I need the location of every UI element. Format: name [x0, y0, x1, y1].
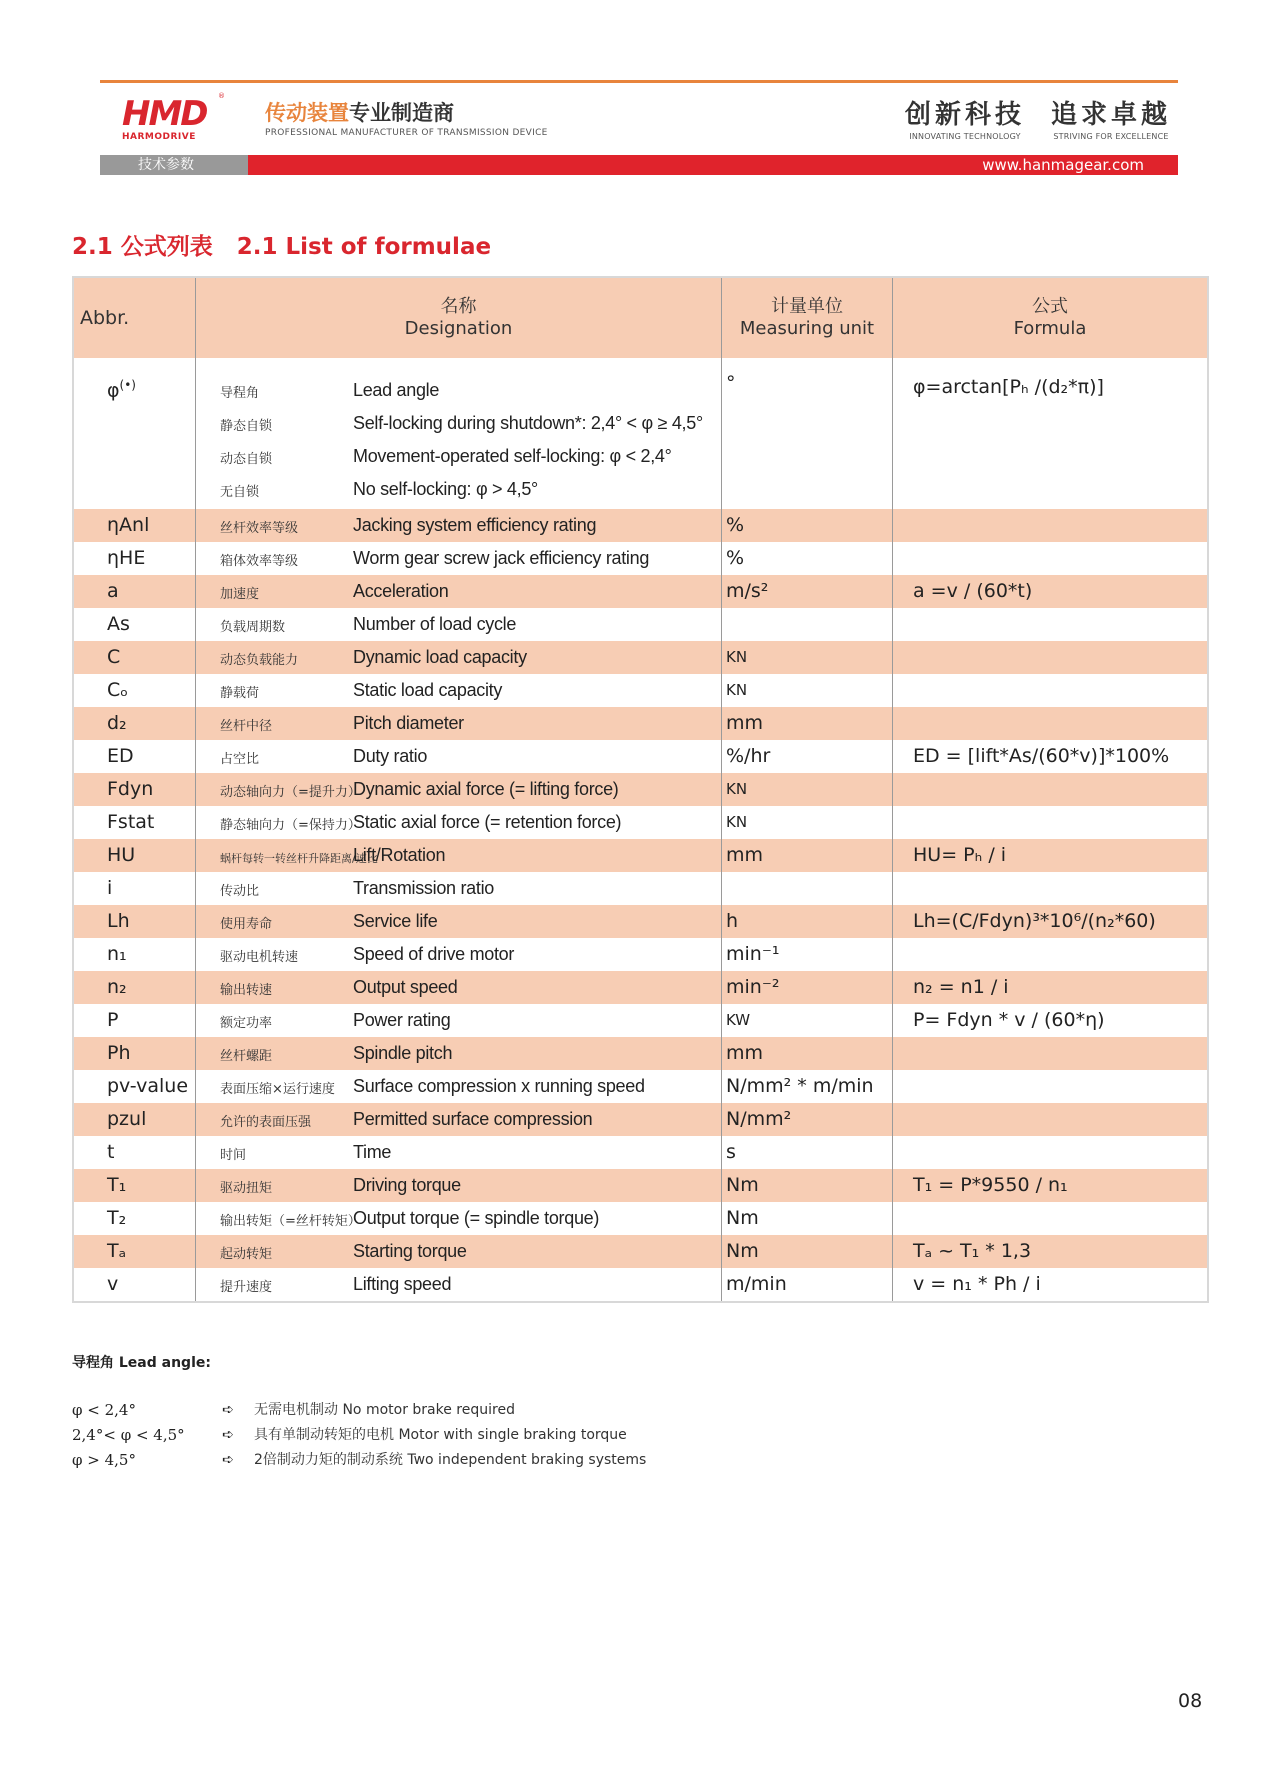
arrow-right-icon: ➪	[222, 1427, 234, 1443]
abbr-cell: n₁	[74, 938, 196, 971]
designation-cn: 加速度	[220, 587, 260, 602]
lead-angle-line	[196, 374, 721, 407]
unit-cell: mm	[722, 839, 893, 872]
slogan-2-en: STRIVING FOR EXCELLENCE	[1053, 132, 1169, 141]
notes-title: 导程角 Lead angle:	[72, 1355, 211, 1371]
designation-cell	[196, 938, 722, 971]
formula-table	[72, 276, 1209, 1303]
table-row	[74, 1070, 1207, 1103]
designation-cn: 提升速度	[220, 1280, 273, 1295]
designation-cell	[196, 1103, 722, 1136]
formula-cell	[893, 707, 1207, 740]
abbr-cell: i	[74, 872, 196, 905]
abbr-cell: d₂	[74, 707, 196, 740]
table-row	[74, 542, 1207, 575]
designation-en: Dynamic axial force (= lifting force)	[353, 779, 619, 799]
abbr-cell: T₂	[74, 1202, 196, 1235]
unit-cell: mm	[722, 707, 893, 740]
designation-cn: 静态轴向力（=保持力）	[220, 818, 361, 833]
abbr-cell: n₂	[74, 971, 196, 1004]
formula-cell	[893, 806, 1207, 839]
table-header	[74, 278, 1207, 358]
designation-en: Driving torque	[353, 1175, 461, 1195]
note-condition: φ < 2,4°	[72, 1401, 136, 1419]
table-row	[74, 905, 1207, 938]
designation-en: Transmission ratio	[353, 878, 494, 898]
table-row	[74, 938, 1207, 971]
unit-cell: %/hr	[722, 740, 893, 773]
unit-cell: m/s²	[722, 575, 893, 608]
designation-en: Output speed	[353, 977, 458, 997]
company-name-part1: 传动装置	[265, 101, 349, 125]
unit-cell: min⁻¹	[722, 938, 893, 971]
designation-cell	[196, 1202, 722, 1235]
designation-en: Dynamic load capacity	[353, 647, 527, 667]
abbr-cell: pv-value	[74, 1070, 196, 1103]
designation-cn: 输出转矩（=丝杆转矩）	[220, 1214, 361, 1229]
formula-cell	[893, 773, 1207, 806]
designation-cn: 输出转速	[220, 983, 273, 998]
formula-cell	[893, 542, 1207, 575]
lead-angle-lines	[196, 358, 721, 506]
designation-cell	[196, 872, 722, 905]
table-row	[74, 1136, 1207, 1169]
designation-en: Spindle pitch	[353, 1043, 453, 1063]
logo-subtitle: HARMODRIVE	[122, 132, 196, 142]
designation-cell	[196, 773, 722, 806]
formula-cell: n₂ = n1 / i	[913, 976, 1009, 998]
designation-cell	[196, 1037, 722, 1070]
table-row	[74, 1103, 1207, 1136]
lead-angle-unit: °	[722, 358, 893, 509]
formula-cell: a =v / (60*t)	[913, 580, 1033, 602]
logo-mark: HMD	[122, 94, 207, 134]
designation-en: Lift/Rotation	[353, 845, 446, 865]
designation-cn: 驱动扭矩	[220, 1181, 273, 1196]
designation-cn: 动态自锁	[220, 452, 273, 467]
unit-cell: h	[722, 905, 893, 938]
abbr-cell: Ph	[74, 1037, 196, 1070]
slogan-striving	[1046, 100, 1176, 141]
unit-cell: Nm	[722, 1202, 893, 1235]
arrow-right-icon: ➪	[222, 1452, 234, 1468]
designation-cell	[196, 806, 722, 839]
designation-en: Starting torque	[353, 1241, 467, 1261]
table-row	[74, 1268, 1207, 1301]
designation-cell	[196, 1136, 722, 1169]
designation-en: Speed of drive motor	[353, 944, 515, 964]
abbr-cell: v	[74, 1268, 196, 1301]
header-unit-cn: 计量单位	[771, 296, 843, 317]
designation-cell	[196, 1004, 722, 1037]
header-abbr: Abbr.	[74, 278, 196, 358]
section-title	[72, 228, 491, 261]
abbr-cell: ηHE	[74, 542, 196, 575]
designation-cell	[196, 971, 722, 1004]
lead-angle-designation	[196, 358, 722, 509]
table-row	[74, 1004, 1207, 1037]
designation-cell	[196, 641, 722, 674]
designation-cn: 箱体效率等级	[220, 554, 299, 569]
designation-cn: 传动比	[220, 884, 260, 899]
formula-cell	[893, 872, 1207, 905]
table-row	[74, 1037, 1207, 1070]
abbr-cell: ηAnl	[74, 509, 196, 542]
abbr-cell: ED	[74, 740, 196, 773]
note-item	[72, 1398, 646, 1423]
table-row	[74, 674, 1207, 707]
unit-cell: min⁻²	[722, 971, 893, 1004]
lead-angle-notes	[72, 1352, 646, 1473]
designation-cn: 负载周期数	[220, 620, 286, 635]
table-row	[74, 1169, 1207, 1202]
company-name-cn	[265, 100, 548, 126]
designation-en: Output torque (= spindle torque)	[353, 1208, 600, 1228]
designation-cell	[196, 707, 722, 740]
harmodrive-logo	[122, 92, 228, 146]
designation-cell	[196, 575, 722, 608]
page-number: 08	[1178, 1690, 1203, 1712]
formula-cell: ED = [lift*As/(60*v)]*100%	[913, 745, 1170, 767]
abbr-cell: HU	[74, 839, 196, 872]
abbr-cell: Lh	[74, 905, 196, 938]
table-row	[74, 872, 1207, 905]
table-row	[74, 1235, 1207, 1268]
formula-cell	[893, 641, 1207, 674]
designation-en: Worm gear screw jack efficiency rating	[353, 548, 650, 568]
table-row	[74, 608, 1207, 641]
designation-cn: 动态轴向力（=提升力）	[220, 785, 361, 800]
designation-cn: 丝杆中径	[220, 719, 273, 734]
designation-cn: 使用寿命	[220, 917, 273, 932]
unit-cell: Nm	[722, 1169, 893, 1202]
designation-en: Lead angle	[353, 380, 440, 400]
formula-cell: T₁ = P*9550 / n₁	[913, 1174, 1068, 1196]
designation-cell	[196, 1169, 722, 1202]
designation-en: Movement-operated self-locking: φ < 2,4°	[353, 446, 672, 466]
lead-angle-sup: (•)	[119, 378, 136, 392]
note-text: 具有单制动转矩的电机 Motor with single braking torque	[254, 1427, 627, 1443]
lead-angle-line	[196, 440, 721, 473]
designation-en: Duty ratio	[353, 746, 428, 766]
designation-en: Static axial force (= retention force)	[353, 812, 622, 832]
unit-cell: KW	[722, 1004, 893, 1037]
designation-en: Acceleration	[353, 581, 449, 601]
designation-cn: 无自锁	[220, 485, 260, 500]
unit-cell: N/mm²	[722, 1103, 893, 1136]
section-title-en: 2.1 List of formulae	[236, 234, 492, 260]
designation-cn: 动态负载能力	[220, 653, 299, 668]
abbr-cell: Tₐ	[74, 1235, 196, 1268]
header-formula	[893, 278, 1207, 358]
unit-cell: KN	[722, 641, 893, 674]
designation-cell	[196, 1070, 722, 1103]
table-row	[74, 641, 1207, 674]
note-text: 无需电机制动 No motor brake required	[254, 1402, 515, 1418]
designation-cell	[196, 740, 722, 773]
formula-cell: Tₐ ~ T₁ * 1,3	[913, 1240, 1032, 1262]
designation-cell	[196, 1268, 722, 1301]
slogan-2-cn: 追求卓越	[1050, 100, 1171, 130]
designation-cn: 丝杆效率等级	[220, 521, 299, 536]
designation-cell	[196, 839, 722, 872]
designation-cn: 起动转矩	[220, 1247, 273, 1262]
header-designation	[196, 278, 722, 358]
header-unit-en: Measuring unit	[739, 318, 875, 339]
designation-en: Self-locking during shutdown*: 2,4° < φ ≥ 4,5°	[353, 413, 703, 433]
arrow-right-icon: ➪	[222, 1402, 234, 1418]
unit-cell: m/min	[722, 1268, 893, 1301]
designation-en: Number of load cycle	[353, 614, 517, 634]
unit-cell: N/mm² * m/min	[722, 1070, 893, 1103]
slogan-1-cn: 创新科技	[904, 100, 1025, 130]
table-row	[74, 575, 1207, 608]
formula-cell	[893, 1037, 1207, 1070]
designation-cn: 丝杆螺距	[220, 1049, 273, 1064]
abbr-cell: t	[74, 1136, 196, 1169]
unit-cell	[722, 872, 893, 905]
designation-cell	[196, 674, 722, 707]
website-link[interactable]: www.hanmagear.com	[248, 155, 1178, 175]
abbr-cell: P	[74, 1004, 196, 1037]
designation-cn: 静态自锁	[220, 419, 273, 434]
designation-en: Jacking system efficiency rating	[353, 515, 597, 535]
table-row	[74, 740, 1207, 773]
formula-cell	[893, 1202, 1207, 1235]
company-block	[265, 100, 548, 138]
unit-cell: %	[722, 542, 893, 575]
formula-cell	[893, 674, 1207, 707]
abbr-cell: Fdyn	[74, 773, 196, 806]
note-condition: 2,4°< φ < 4,5°	[72, 1426, 185, 1444]
section-title-cn: 2.1 公式列表	[72, 234, 213, 260]
formula-cell	[893, 1136, 1207, 1169]
formula-cell	[893, 938, 1207, 971]
abbr-cell: pzul	[74, 1103, 196, 1136]
table-row	[74, 806, 1207, 839]
formula-cell	[893, 1103, 1207, 1136]
designation-cn: 导程角	[220, 386, 260, 401]
designation-en: No self-locking: φ > 4,5°	[353, 479, 538, 499]
designation-en: Power rating	[353, 1010, 451, 1030]
lead-angle-abbr	[74, 358, 196, 509]
company-name-part2: 专业制造商	[349, 101, 454, 125]
table-row	[74, 773, 1207, 806]
designation-cell	[196, 905, 722, 938]
abbr-cell: Cₒ	[74, 674, 196, 707]
unit-cell: KN	[722, 773, 893, 806]
note-item	[72, 1448, 646, 1473]
note-text: 2倍制动力矩的制动系统 Two independent braking systems	[254, 1452, 647, 1468]
designation-en: Service life	[353, 911, 438, 931]
header-designation-en: Designation	[404, 318, 513, 339]
designation-cell	[196, 608, 722, 641]
slogan-innovating	[900, 100, 1030, 141]
formula-cell: v = n₁ * Ph / i	[913, 1273, 1041, 1295]
slogan-1-en: INNOVATING TECHNOLOGY	[909, 132, 1021, 141]
designation-en: Permitted surface compression	[353, 1109, 593, 1129]
table-row	[74, 509, 1207, 542]
designation-cn: 额定功率	[220, 1016, 273, 1031]
note-item	[72, 1423, 646, 1448]
unit-cell: Nm	[722, 1235, 893, 1268]
designation-cn: 蜗杆每转一转丝杆升降距离/速比	[220, 852, 378, 865]
lead-angle-line	[196, 407, 721, 440]
registered-icon: ®	[218, 92, 225, 100]
unit-cell: KN	[722, 674, 893, 707]
designation-cn: 时间	[220, 1148, 247, 1163]
table-body	[74, 509, 1207, 1301]
designation-en: Static load capacity	[353, 680, 503, 700]
formula-cell	[893, 608, 1207, 641]
header-unit	[722, 278, 893, 358]
designation-cell	[196, 542, 722, 575]
designation-en: Time	[353, 1142, 392, 1162]
designation-cn: 占空比	[220, 752, 260, 767]
header-designation-cn: 名称	[440, 296, 477, 317]
abbr-cell: Fstat	[74, 806, 196, 839]
table-row	[74, 839, 1207, 872]
unit-cell: KN	[722, 806, 893, 839]
unit-cell: mm	[722, 1037, 893, 1070]
company-name-en: PROFESSIONAL MANUFACTURER OF TRANSMISSION DEVICE	[265, 128, 548, 138]
table-row	[74, 1202, 1207, 1235]
note-condition: φ > 4,5°	[72, 1451, 136, 1469]
category-label: 技术参数	[100, 155, 248, 175]
header-formula-en: Formula	[1013, 318, 1087, 339]
abbr-cell: T₁	[74, 1169, 196, 1202]
unit-cell: %	[722, 509, 893, 542]
abbr-cell: a	[74, 575, 196, 608]
formula-cell: HU= Pₕ / i	[913, 844, 1007, 866]
unit-cell	[722, 608, 893, 641]
designation-cn: 驱动电机转速	[220, 950, 299, 965]
designation-cell	[196, 1235, 722, 1268]
abbr-cell: C	[74, 641, 196, 674]
designation-en: Pitch diameter	[353, 713, 464, 733]
header-rule	[100, 80, 1178, 83]
table-row	[74, 971, 1207, 1004]
formula-cell	[893, 1070, 1207, 1103]
designation-cell	[196, 509, 722, 542]
designation-en: Surface compression x running speed	[353, 1076, 645, 1096]
formula-cell: Lh=(C/Fdyn)³*10⁶/(n₂*60)	[913, 910, 1156, 932]
abbr-cell: As	[74, 608, 196, 641]
notes-list	[72, 1398, 646, 1473]
designation-en: Lifting speed	[353, 1274, 452, 1294]
designation-cn: 表面压缩×运行速度	[220, 1082, 335, 1097]
formula-cell	[893, 509, 1207, 542]
designation-cn: 静载荷	[220, 686, 260, 701]
table-row	[74, 707, 1207, 740]
designation-cn: 允许的表面压强	[220, 1115, 312, 1130]
lead-angle-line	[196, 473, 721, 506]
unit-cell: s	[722, 1136, 893, 1169]
lead-angle-symbol: φ	[107, 379, 120, 402]
table-row-lead-angle	[74, 358, 1207, 509]
header-formula-cn: 公式	[1032, 296, 1068, 317]
lead-angle-formula: φ=arctan[Pₕ /(d₂*π)]	[913, 376, 1104, 398]
formula-cell: P= Fdyn * v / (60*η)	[913, 1009, 1105, 1031]
